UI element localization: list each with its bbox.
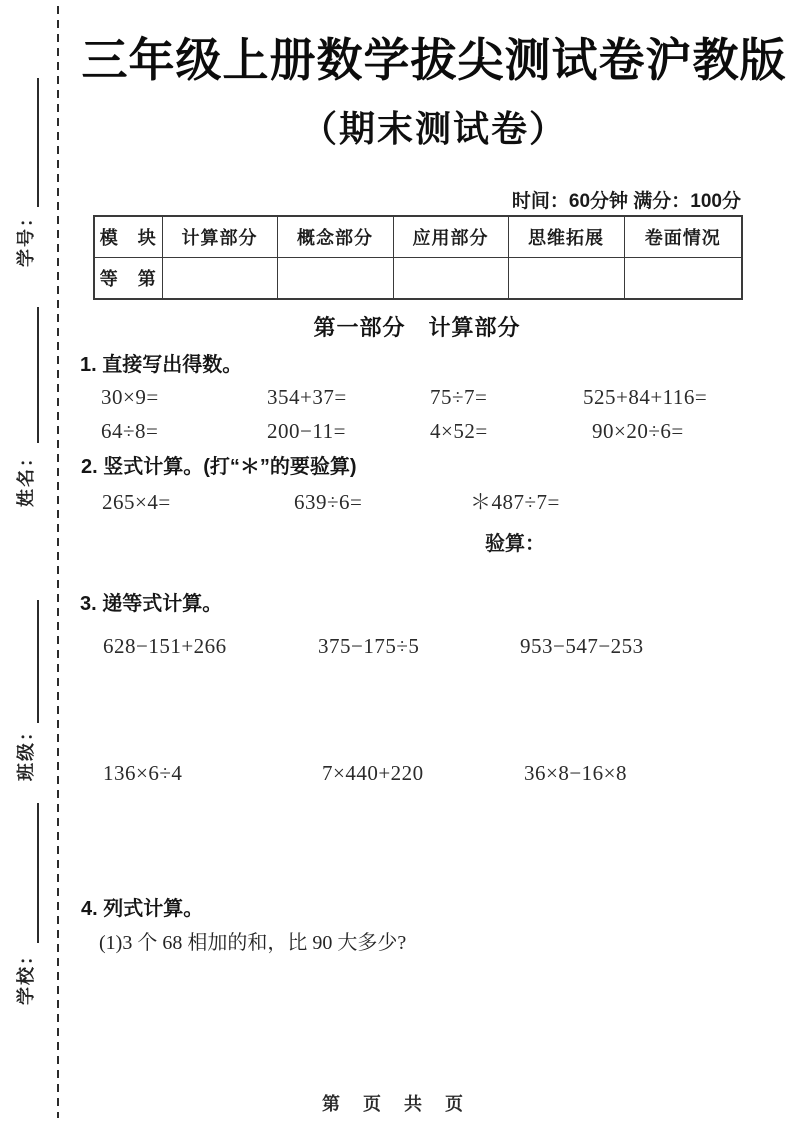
school-label: 学校： — [16, 945, 36, 1005]
name-label: 姓名： — [16, 447, 36, 507]
q1-expression: 64÷8= — [101, 419, 159, 443]
student-id-blank-line — [37, 78, 39, 207]
q1-expression: 75÷7= — [430, 385, 488, 409]
score-table-col-concept: 概念部分 — [277, 216, 393, 258]
page-subtitle: （期末测试卷） — [300, 108, 567, 149]
score-table-grade-row — [94, 258, 742, 300]
q1-expression: 354+37= — [267, 385, 347, 409]
q1-expression: 200−11= — [267, 419, 346, 443]
score-table-module-label: 模 块 — [94, 216, 162, 258]
score-table-grade-label: 等 第 — [94, 258, 162, 300]
name-blank-line — [37, 307, 39, 443]
school-blank-line — [37, 803, 39, 943]
score-table-empty-cell — [393, 258, 508, 300]
q2-expression: 639÷6= — [294, 490, 363, 514]
question2-title: 2. 竖式计算。(打“＊”的要验算) — [81, 456, 357, 478]
part1-heading: 第一部分 计算部分 — [313, 315, 521, 340]
class-blank-line — [37, 600, 39, 723]
question4-title: 4. 列式计算。 — [81, 898, 204, 920]
page-title: 三年级上册数学拔尖测试卷沪教版 — [81, 34, 787, 86]
score-table-header-row — [94, 216, 742, 258]
score-table-empty-cell — [277, 258, 393, 300]
q3-expression: 36×8−16×8 — [524, 761, 628, 785]
q1-expression: 525+84+116= — [583, 385, 708, 409]
q3-expression: 375−175÷5 — [318, 634, 420, 658]
score-table-empty-cell — [162, 258, 277, 300]
score-table-col-calculation: 计算部分 — [162, 216, 277, 258]
score-table-col-thinking: 思维拓展 — [508, 216, 624, 258]
exam-time-score-info: 时间：60分钟 满分：100分 — [511, 191, 741, 212]
class-label: 班级： — [16, 721, 36, 781]
q2-check-label: 验算： — [485, 533, 545, 555]
q3-expression: 136×6÷4 — [103, 761, 183, 785]
q4-subquestion-1: (1)3 个 68 相加的和，比 90 大多少? — [99, 932, 407, 954]
q2-expression: 265×4= — [102, 490, 171, 514]
q1-expression: 90×20÷6= — [592, 419, 684, 443]
score-table-empty-cell — [508, 258, 624, 300]
dashed-cut-line — [57, 6, 59, 1118]
q3-expression: 953−547−253 — [520, 634, 644, 658]
q1-expression: 30×9= — [101, 385, 159, 409]
score-table — [93, 215, 743, 300]
q1-expression: 4×52= — [430, 419, 488, 443]
page-footer: 第 页 共 页 — [321, 1094, 472, 1114]
score-table-col-application: 应用部分 — [393, 216, 508, 258]
q3-expression: 7×440+220 — [322, 761, 424, 785]
student-id-label: 学号： — [16, 207, 36, 267]
score-table-col-neatness: 卷面情况 — [624, 216, 742, 258]
question3-title: 3. 递等式计算。 — [80, 593, 223, 615]
score-table-empty-cell — [624, 258, 742, 300]
q2-expression: ＊487÷7= — [470, 490, 560, 514]
question1-title: 1. 直接写出得数。 — [80, 354, 243, 376]
q3-expression: 628−151+266 — [103, 634, 227, 658]
